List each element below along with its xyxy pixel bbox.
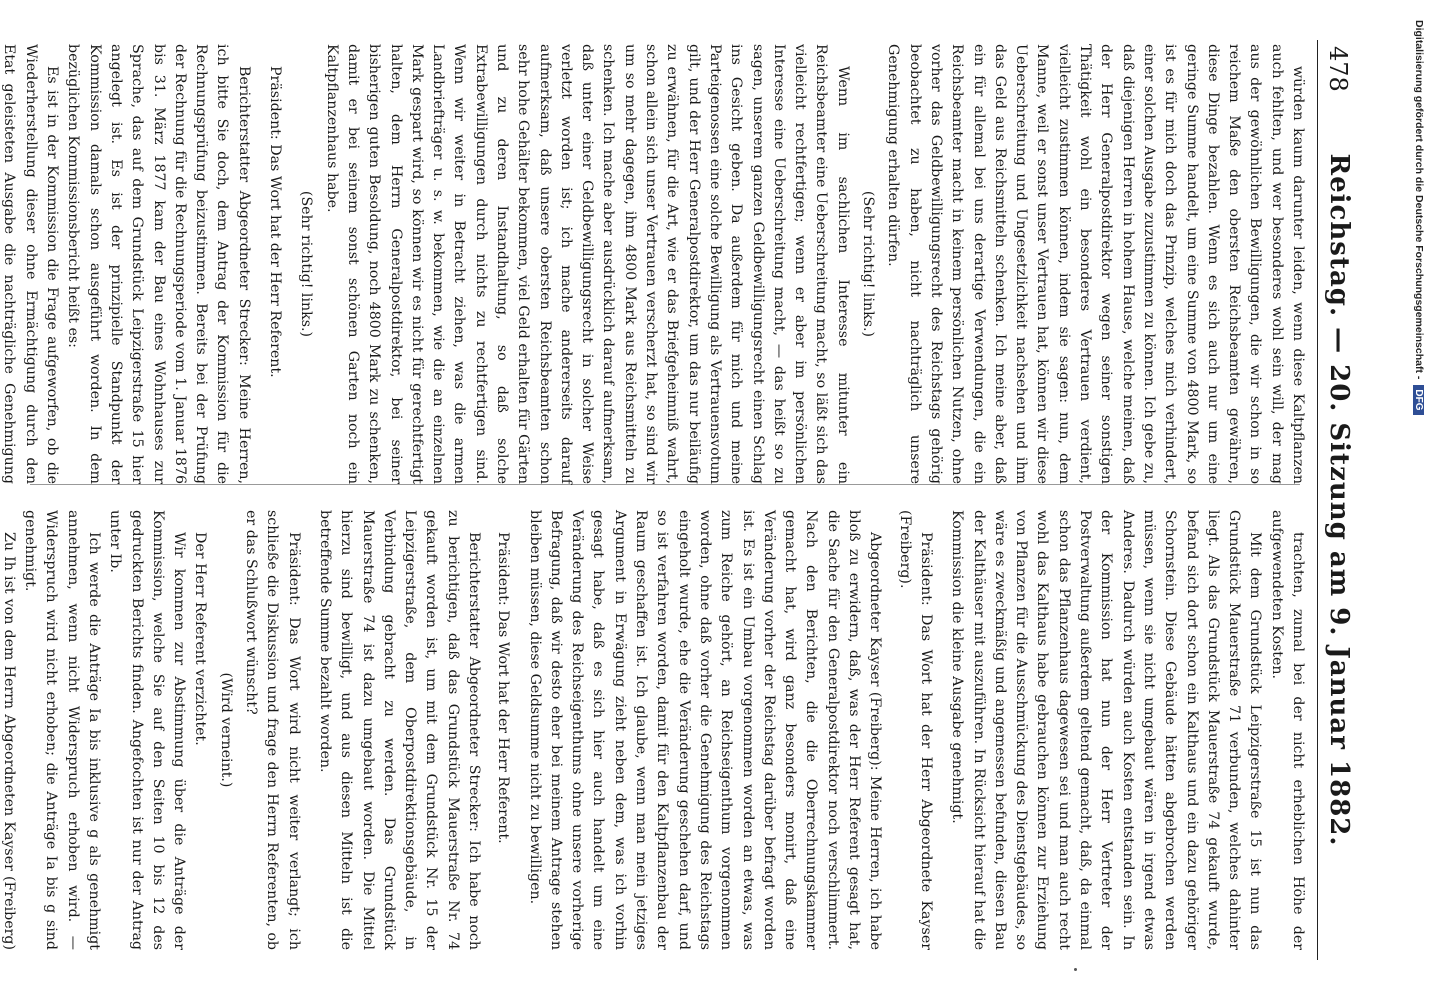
speaker-line: Präsident: Das Wort hat der Herr Referent.	[267, 66, 284, 378]
right-column	[0, 510, 1308, 951]
left-column	[1, 44, 1308, 484]
digitization-credit	[1405, 20, 1425, 980]
paragraph: trachten, zumal bei der nicht erheblichen Höhe der aufgewendeten Kosten.	[1268, 510, 1306, 950]
paragraph: Berichterstatter Abgeordneter Strecker: Meine Herren, ich bitte Sie doch, dem Antrag der Kommission für die Rechnungsprüfung beizustimmen. Bereits bei der Prüfung der Rechnung für die Rechnungsperiode vom 1. Januar 1876 bis 31. März 1877 kam der Bau eines Wohnhauses zur Sprache, das auf dem Grundstück Leipzigerstraße 15 hier angelegt ist. Es ist der prinzipielle Standpunkt der Kommission damals schon ausgeführt worden. In dem bezüglichen Kommissionsbericht heißt es:	[65, 44, 252, 484]
dfg-logo: DFG	[1413, 385, 1424, 414]
paragraph: Ich werde die Anträge Ia bis inklusive g als genehmigt annehmen, wenn nicht Widerspruch erhoben wird. — Widerspruch wird nicht erhoben; die Anträge Ia bis g sind genehmigt.	[22, 510, 102, 950]
paragraph: Wenn im sachlichen Interesse mitunter ein Reichsbeamter eine Ueberschreitung macht, so läßt sich das vielleicht rechtfertigen; wenn er aber im persönlichen Interesse eine Ueberschreitung macht, — das heißt so zu sagen, unserem ganzen Geldbewilligungsrecht einen Schlag ins Gesicht geben. Da außerdem für mich und meine Parteigenossen eine solche Bewilligung als Vertrauensvotum gilt, und der Herr Generalpostdirektor, um das nur beiläufig zu erwähnen, für die Art, wie er das Briefgeheimniß wahrt, schon allein sich unser Vertrauen verscherzt hat, so sind wir um so mehr dagegen, ihm 4800 Mark aus Reichsmitteln zu schenken. Ich mache aber ausdrücklich darauf aufmerksam, daß unter einer Geldbewilligungsrecht in solcher Weise verletzt worden ist; ich mache andererseits darauf aufmerksam, daß unsere obersten Reichsbeamten schon sehr hohe Gehälter bekommen, viel Geld erhalten für Gärten und zu deren Instandhaltung, so daß solche Extrabewilligungen durch nichts zu rechtfertigen sind. Wenn wir weiter in Betracht ziehen, was die armen Landbriefträger u. s. w. bekommen, wie die an einzelnen Mark gespart wird, so können wir es nicht für gerechtfertigt halten, dem Herrn Generalpostdirektor, bei seiner bisherigen guten Besoldung, noch 4800 Mark zu schenken, damit er bei seinem sonst schönen Garten noch ein Kaltpflanzenhaus habe.	[323, 44, 851, 484]
interjection: (Sehr richtig! links.)	[860, 190, 877, 338]
paragraph: Wir kommen zur Abstimmung über die Anträge der Kommission, welche Sie auf den Seiten 10 bis 12 des gedruckten Berichts finden. Angefochten ist nur der Antrag unter Ib.	[107, 510, 188, 950]
paragraph: Zu Ih ist von dem Herrn Abgeordneten Kayser (Freiberg)	[0, 532, 17, 950]
page-title: Reichstag. — 20. Sitzung am 9. Januar 1882.	[1324, 153, 1354, 847]
speaker-line: Präsident: Das Wort hat der Herr Abgeordnete Kayser (Freiberg).	[896, 510, 934, 950]
paragraph: Mit dem Grundstück Leipzigerstraße 15 ist nun das Grundstück Mauerstraße 71 verbunden, welches dahinter liegt. Als das Grundstück Mauerstraße 74 gekauft wurde, befand sich dort schon ein Kalthaus und ein dazu gehöriger Schornstein. Diese Gebäude hätten abgebrochen werden müssen, wenn sie nicht umgebaut wären in irgend etwas Anderes. Dadurch würden auch Kosten entstanden sein. In der Kommission hat nun der Herr Vertreter der Postverwaltung außerdem geltend gemacht, daß, da einmal schon das Pflanzenhaus dagewesen sei und man auch recht wohl das Kalthaus habe gebrauchen können zur Erziehung von Pflanzen für die Ausschmückung des Dienstgebäudes, so wäre es zweckmäßig und angemessen befunden, diesen Bau der Kalthäuser mit auszuführen. In Rücksicht hierauf hat die Kommission die kleine Ausgabe genehmigt.	[949, 510, 1264, 951]
paragraph: würden kaum darunter leiden, wenn diese Kaltpflanzen auch fehlten, und wer besonderes wohl sein will, der mag aus der gewöhnlichen Bewilligungen, die wir schon in so reichem Maße den obersten Reichsbeamten gewähren, diese Dinge bezahlen. Wenn es sich auch nur um eine geringe Summe handelt, um eine Summe von 4800 Mark, so ist es für mich doch das Prinzip, welches mich verhindert, einer solchen Ausgabe zuzustimmen zu können. Ich gebe zu, daß diejenigen Herren in hohem Hause, welche meinen, daß der Herr Generalpostdirektor wegen seiner sonstigen Thätigkeit wohl ein besonderes Vertrauen verdient, vielleicht zustimmen können, indem sie sagen: nun, dem Manne, weil er sonst unser Vertrauen hat, können wir diese Ueberschreitung und Ungesetzlichkeit nachsehen und ihm das Geld aus Reichsmitteln schenken. Ich meine aber, daß ein für allemal bei uns derartige Verwendungen, die ein Reichsbeamter macht in keinem persönlichen Nutzen, ohne vorher das Geldbewilligungsrecht des Reichstags gehörig beobachtet zu haben, nicht nachträglich unsere Genehmigung erhalten dürfen.	[885, 44, 1306, 484]
interjection: (Sehr richtig! links.)	[298, 190, 315, 338]
paragraph: Präsident: Das Wort wird nicht weiter verlangt; ich schließe die Diskussion und frage den Herrn Referenten, ob er das Schlußwort wünscht?	[243, 510, 302, 950]
paragraph: Abgeordneter Kayser (Freiberg): Meine Herren, ich habe bloß zu erwidern, daß, was der Herr Referent gesagt hat, die Sache für den Generalpostdirektor noch verschlimmert. Nach den Berichten, die die Oberrechnungskammer gemacht hat, wird ganz besonders monirt, daß eine Veränderung vorher der Reichstag darüber befragt worden ist. Es ist ein Umbau vorgenommen worden an etwas, was zum Reiche gehört, an Reichseigenthum vorgenommen worden, ohne daß vorher die Genehmigung des Reichstags eingeholt wurde, ehe die Veränderung geschehen darf, und so ist verfahren worden, damit für den Kaltpflanzenbau der Raum geschaffen ist. Ich glaube, wenn man mein jetziges Argument in Erwägung zieht neben dem, was ich vorhin gesagt habe, daß es sich hier auch handelt um eine Veränderung des Reichseigenthums ohne unsere vorherige Befragung, daß wir desto eher bei meinem Antrage stehen bleiben müssen, diese Geldsumme nicht zu bewilligen.	[526, 510, 884, 950]
column-divider	[30, 484, 1300, 485]
page-number: 478	[1324, 46, 1352, 92]
speaker-line: Präsident: Das Wort hat der Herr Referent.	[495, 532, 512, 844]
page-header	[1317, 40, 1358, 960]
scan-speck	[1074, 968, 1077, 971]
interjection: (Wird verneint.)	[217, 672, 234, 788]
paragraph: Der Herr Referent verzichtet.	[192, 532, 209, 746]
credit-text: Digitalisierung gefördert durch die Deutsche Forschungsgemeinschaft -	[1413, 20, 1425, 380]
paragraph: Berichterstatter Abgeordneter Strecker: Ich habe noch zu berichtigen, daß das Grundstück Mauerstraße Nr. 74 gekauft worden ist, um mit dem Grundstück Nr. 15 der Leipzigerstraße, dem Oberpostdirektionsgebäude, in Verbindung gebracht zu werden. Das Grundstück Mauerstraße 74 ist dazu umgebaut worden. Die Mittel hierzu sind bewilligt, und aus diesen Mitteln ist die betreffende Summe bezahlt worden.	[316, 510, 483, 950]
paragraph: Es ist in der Kommission die Frage aufgeworfen, ob die Wiederherstellung dieser ohne Ermächtigung durch den Etat geleisteten Ausgabe die nachträgliche Genehmigung	[1, 44, 61, 484]
